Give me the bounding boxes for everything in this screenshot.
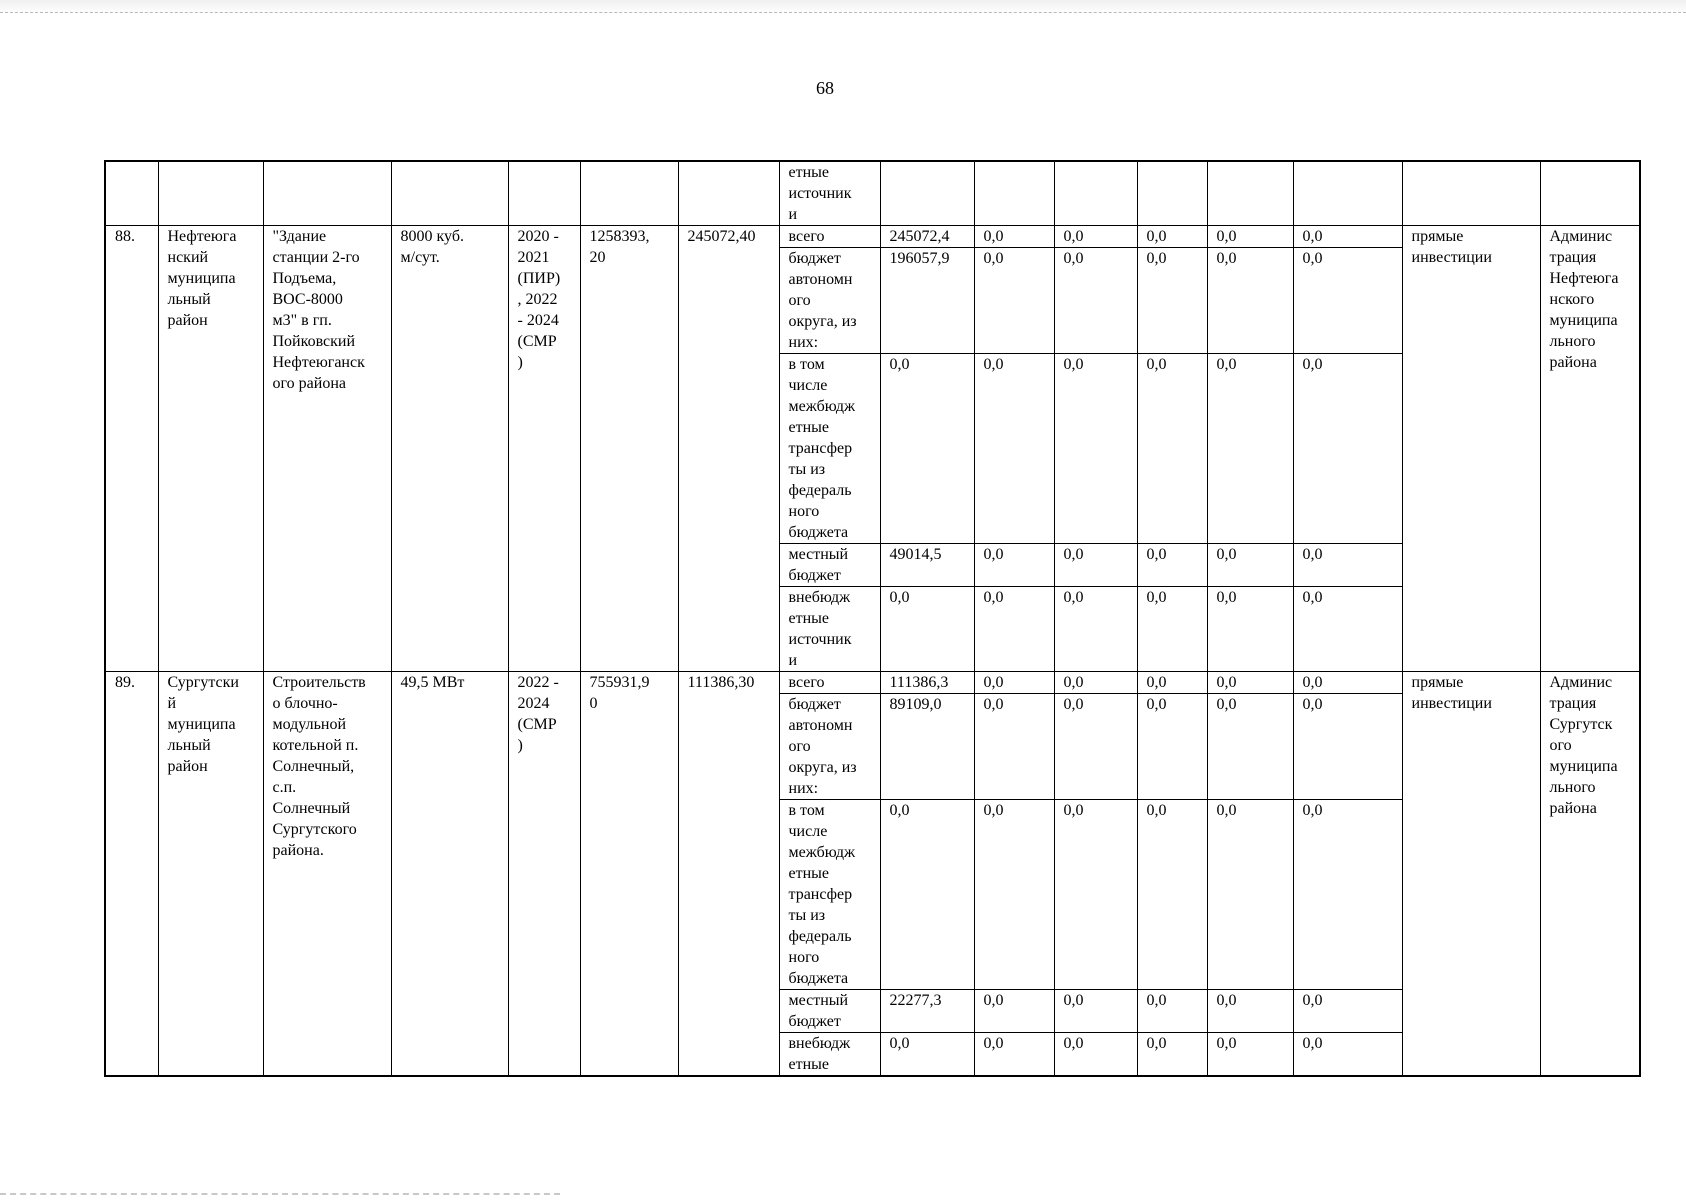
page-number: 68: [816, 78, 834, 98]
cell-value-carry: [1137, 161, 1207, 226]
source-label-cell-line: федераль: [788, 928, 852, 945]
value-cell: 0,0: [1054, 1033, 1137, 1077]
source-label-cell-line: бюджет: [788, 696, 841, 713]
source-label-cell: [779, 800, 880, 990]
cell-value-carry: [1293, 161, 1402, 226]
value-cell: 0,0: [1207, 226, 1293, 248]
estimated-cost-cell-line: 755931,9: [589, 674, 650, 691]
value-cell: 0,0: [1054, 248, 1137, 354]
cell-value-carry: [1054, 161, 1137, 226]
administrator-cell-line: муниципа: [1549, 758, 1618, 775]
value-cell: 0,0: [1293, 990, 1402, 1033]
value-cell: 0,0: [1137, 354, 1207, 544]
value-cell: 0,0: [1207, 544, 1293, 587]
mechanism-cell-line: инвестиции: [1411, 695, 1492, 712]
value-cell: 0,0: [1054, 587, 1137, 672]
carry-over-row: [105, 161, 1640, 226]
period-cell-line: 2021: [517, 249, 550, 266]
source-label-line: етные: [788, 164, 830, 181]
object-name-cell-line: Солнечный,: [272, 758, 355, 775]
administrator-cell-line: Админис: [1549, 228, 1613, 245]
source-label-cell-line: межбюдж: [788, 844, 856, 861]
object-name-cell-line: котельной п.: [272, 737, 359, 754]
source-label-cell-line: источник: [788, 631, 852, 648]
value-cell: 0,0: [974, 800, 1054, 990]
source-label-cell-line: ты из: [788, 907, 826, 924]
object-name-cell-line: о блочно-: [272, 695, 338, 712]
value-cell: 49014,5: [880, 544, 974, 587]
value-cell: 0,0: [1137, 694, 1207, 800]
source-label-cell: [779, 354, 880, 544]
source-label-cell: [779, 226, 880, 248]
estimated-cost-cell-line: 0: [589, 695, 598, 712]
value-cell: 0,0: [1054, 694, 1137, 800]
administrator-cell-line: района: [1549, 354, 1597, 371]
value-cell: 0,0: [880, 800, 974, 990]
source-label-cell-line: всего: [788, 674, 825, 691]
object-name-cell: [263, 226, 391, 672]
source-label-cell-line: внебюдж: [788, 589, 851, 606]
mechanism-cell-line: прямые: [1411, 228, 1464, 245]
administrator-cell-line: льного: [1549, 779, 1596, 796]
table-body: [105, 161, 1640, 1076]
source-label-cell-line: ого: [788, 292, 811, 309]
object-name-cell-line: станции 2-го: [272, 249, 360, 266]
value-cell: 111386,3: [880, 672, 974, 694]
source-label-cell-line: внебюдж: [788, 1035, 851, 1052]
source-label-cell: [779, 544, 880, 587]
value-cell: 0,0: [1054, 544, 1137, 587]
administrator-cell-line: льного: [1549, 333, 1596, 350]
value-cell: 0,0: [1207, 800, 1293, 990]
administrator-cell-line: ого: [1549, 737, 1572, 754]
source-label-cell-line: ного: [788, 949, 820, 966]
source-label-cell-line: автономн: [788, 717, 853, 734]
scan-artifact-top: [0, 12, 1686, 14]
cell-total-carry: [678, 161, 779, 226]
cell-value-carry: [1207, 161, 1293, 226]
source-label-cell: [779, 990, 880, 1033]
source-label-line: и: [788, 206, 798, 223]
estimated-cost-cell-line: 20: [589, 249, 606, 266]
object-name-cell-line: Пойковский: [272, 333, 356, 350]
period-cell-line: - 2024: [517, 312, 559, 329]
value-cell: 0,0: [1293, 800, 1402, 990]
source-label-cell: [779, 587, 880, 672]
source-label-cell-line: всего: [788, 228, 825, 245]
value-cell: 0,0: [1207, 587, 1293, 672]
municipality-cell-line: й: [167, 695, 177, 712]
administrator-cell-line: Сургутск: [1549, 716, 1613, 733]
municipality-cell-line: район: [167, 758, 208, 775]
object-name-cell-line: Подъема,: [272, 270, 337, 287]
period-cell-line: 2024: [517, 695, 550, 712]
value-cell: 0,0: [1054, 226, 1137, 248]
source-label-cell-line: автономн: [788, 271, 853, 288]
value-cell: 0,0: [974, 226, 1054, 248]
municipality-cell-line: муниципа: [167, 716, 236, 733]
source-label-cell-line: етные: [788, 1056, 830, 1073]
period-cell-line: 2022 -: [517, 674, 559, 691]
period-cell-line: ): [517, 354, 523, 371]
period-cell: [508, 226, 580, 672]
cell-cost-carry: [580, 161, 678, 226]
mechanism-cell: [1402, 226, 1540, 672]
source-label-cell-line: бюджета: [788, 524, 849, 541]
administrator-cell-line: района: [1549, 800, 1597, 817]
source-label-cell-line: округа, из: [788, 759, 857, 776]
source-label-cell-line: трансфер: [788, 440, 853, 457]
value-cell: 0,0: [1293, 1033, 1402, 1077]
capacity-cell-line: 49,5 МВт: [400, 674, 465, 691]
total-funding-cell: 245072,40: [678, 226, 779, 672]
object-name-cell-line: Сургутского: [272, 821, 357, 838]
administrator-cell-line: Админис: [1549, 674, 1613, 691]
value-cell: 0,0: [1207, 1033, 1293, 1077]
object-name-cell-line: Нефтеюганск: [272, 354, 365, 371]
source-label-cell-line: бюджета: [788, 970, 849, 987]
source-label-cell-line: етные: [788, 419, 830, 436]
capacity-cell: [391, 672, 508, 1077]
capacity-cell: [391, 226, 508, 672]
period-cell-line: ): [517, 737, 523, 754]
object-name-cell-line: с.п.: [272, 779, 297, 796]
municipality-cell-line: Нефтеюга: [167, 228, 237, 245]
row-number: 89.: [105, 672, 158, 1077]
value-cell: 0,0: [974, 694, 1054, 800]
administrator-cell-line: трация: [1549, 249, 1597, 266]
value-cell: 0,0: [1207, 990, 1293, 1033]
row-number: 88.: [105, 226, 158, 672]
cell-object-carry: [263, 161, 391, 226]
period-cell-line: (ПИР): [517, 270, 561, 287]
municipality-cell-line: нский: [167, 249, 209, 266]
cell-mechanism-carry: [1402, 161, 1540, 226]
cell-municipality-carry: [158, 161, 263, 226]
value-cell: 0,0: [974, 1033, 1054, 1077]
source-label-cell-line: и: [788, 652, 798, 669]
source-label-cell-line: етные: [788, 610, 830, 627]
value-cell: 0,0: [974, 587, 1054, 672]
mechanism-cell-line: прямые: [1411, 674, 1464, 691]
municipality-cell-line: льный: [167, 737, 211, 754]
value-cell: 0,0: [1054, 354, 1137, 544]
mechanism-cell: [1402, 672, 1540, 1077]
value-cell: 0,0: [1293, 226, 1402, 248]
value-cell: 0,0: [974, 544, 1054, 587]
value-cell: 0,0: [1054, 990, 1137, 1033]
source-label-cell-line: ного: [788, 503, 820, 520]
table-row: [105, 672, 1640, 694]
estimated-cost-cell-line: 1258393,: [589, 228, 650, 245]
period-cell: [508, 672, 580, 1077]
administrator-cell: [1540, 672, 1640, 1077]
object-name-cell-line: "Здание: [272, 228, 327, 245]
source-label-cell-line: местный: [788, 546, 849, 563]
value-cell: 0,0: [974, 672, 1054, 694]
source-label-cell-line: бюджет: [788, 1013, 841, 1030]
value-cell: 0,0: [1293, 672, 1402, 694]
value-cell: 0,0: [1293, 587, 1402, 672]
scan-artifact-bottom: [0, 1193, 560, 1196]
period-cell-line: (СМР: [517, 716, 557, 733]
capacity-cell-line: м/сут.: [400, 249, 440, 266]
value-cell: 0,0: [1207, 672, 1293, 694]
value-cell: 0,0: [1137, 248, 1207, 354]
value-cell: 0,0: [1054, 672, 1137, 694]
source-label-cell-line: них:: [788, 780, 819, 797]
source-label-cell: [779, 248, 880, 354]
administrator-cell-line: нского: [1549, 291, 1595, 308]
value-cell: 89109,0: [880, 694, 974, 800]
value-cell: 196057,9: [880, 248, 974, 354]
municipality-cell-line: льный: [167, 291, 211, 308]
municipality-cell: [158, 672, 263, 1077]
value-cell: 0,0: [880, 1033, 974, 1077]
cell-value-carry: [880, 161, 974, 226]
value-cell: 245072,4: [880, 226, 974, 248]
administrator-cell-line: Нефтеюга: [1549, 270, 1619, 287]
value-cell: 0,0: [1207, 248, 1293, 354]
value-cell: 0,0: [1137, 672, 1207, 694]
source-label-cell-line: них:: [788, 334, 819, 351]
cell-capacity-carry: [391, 161, 508, 226]
object-name-cell-line: Солнечный: [272, 800, 351, 817]
value-cell: 0,0: [880, 354, 974, 544]
municipality-cell: [158, 226, 263, 672]
value-cell: 0,0: [1293, 248, 1402, 354]
table-row: [105, 226, 1640, 248]
value-cell: 0,0: [974, 248, 1054, 354]
administrator-cell-line: муниципа: [1549, 312, 1618, 329]
source-label-cell-line: трансфер: [788, 886, 853, 903]
source-label-cell-line: ого: [788, 738, 811, 755]
source-label-cell-line: межбюдж: [788, 398, 856, 415]
source-label-cell-line: бюджет: [788, 567, 841, 584]
source-label-cell-line: в том: [788, 356, 825, 373]
value-cell: 0,0: [1137, 990, 1207, 1033]
cell-period-carry: [508, 161, 580, 226]
value-cell: 0,0: [1054, 800, 1137, 990]
value-cell: 0,0: [1137, 226, 1207, 248]
value-cell: 0,0: [1137, 544, 1207, 587]
source-label-cell-line: бюджет: [788, 250, 841, 267]
cell-value-carry: [974, 161, 1054, 226]
source-label-cell-line: местный: [788, 992, 849, 1009]
value-cell: 0,0: [1137, 587, 1207, 672]
budget-table: [104, 160, 1641, 1077]
municipality-cell-line: район: [167, 312, 208, 329]
source-label-cell: [779, 672, 880, 694]
cell-administrator-carry: [1540, 161, 1640, 226]
estimated-cost-cell: [580, 672, 678, 1077]
municipality-cell-line: муниципа: [167, 270, 236, 287]
source-label-cell-line: в том: [788, 802, 825, 819]
value-cell: 0,0: [1207, 354, 1293, 544]
value-cell: 0,0: [1137, 1033, 1207, 1077]
object-name-cell-line: ВОС-8000: [272, 291, 343, 308]
object-name-cell-line: ого района: [272, 375, 346, 392]
capacity-cell-line: 8000 куб.: [400, 228, 464, 245]
value-cell: 0,0: [880, 587, 974, 672]
object-name-cell-line: модульной: [272, 716, 347, 733]
value-cell: 0,0: [1293, 694, 1402, 800]
source-label-cell-line: числе: [788, 823, 828, 840]
value-cell: 0,0: [1137, 800, 1207, 990]
source-label-cell-line: ты из: [788, 461, 826, 478]
total-funding-cell: 111386,30: [678, 672, 779, 1077]
cell-source-label-carry: [779, 161, 880, 226]
value-cell: 0,0: [1293, 354, 1402, 544]
administrator-cell-line: трация: [1549, 695, 1597, 712]
period-cell-line: 2020 -: [517, 228, 559, 245]
source-label-line: источник: [788, 185, 852, 202]
source-label-cell-line: федераль: [788, 482, 852, 499]
object-name-cell: [263, 672, 391, 1077]
value-cell: 0,0: [1293, 544, 1402, 587]
source-label-cell-line: етные: [788, 865, 830, 882]
municipality-cell-line: Сургутски: [167, 674, 239, 691]
value-cell: 22277,3: [880, 990, 974, 1033]
estimated-cost-cell: [580, 226, 678, 672]
value-cell: 0,0: [974, 354, 1054, 544]
period-cell-line: , 2022: [517, 291, 558, 308]
source-label-cell: [779, 694, 880, 800]
source-label-cell-line: числе: [788, 377, 828, 394]
object-name-cell-line: района.: [272, 842, 324, 859]
cell-num-carry: [105, 161, 158, 226]
source-label-cell-line: округа, из: [788, 313, 857, 330]
mechanism-cell-line: инвестиции: [1411, 249, 1492, 266]
source-label-cell: [779, 1033, 880, 1077]
administrator-cell: [1540, 226, 1640, 672]
value-cell: 0,0: [1207, 694, 1293, 800]
object-name-cell-line: м3" в гп.: [272, 312, 332, 329]
value-cell: 0,0: [974, 990, 1054, 1033]
object-name-cell-line: Строительств: [272, 674, 366, 691]
period-cell-line: (СМР: [517, 333, 557, 350]
